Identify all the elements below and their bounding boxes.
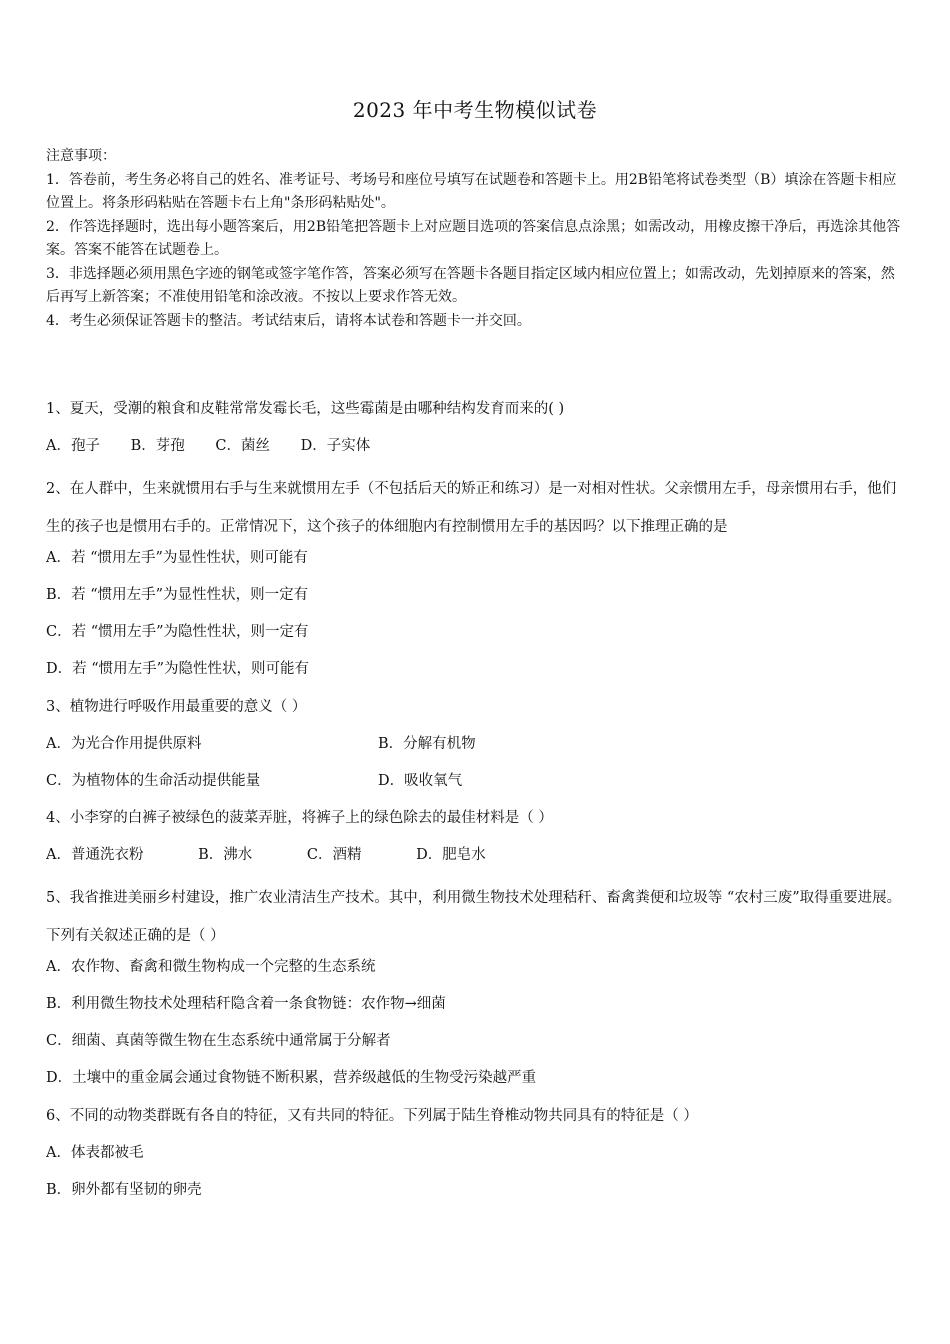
option: D．子实体 [300, 438, 371, 455]
notice-item: 2．作答选择题时，选出每小题答案后，用2B铅笔把答题卡上对应题目选项的答案信息点涂黑；如需改动，用橡皮擦干净后，再选涂其他答案。答案不能答在试题卷上。 [46, 218, 901, 258]
notice-section [46, 145, 906, 333]
notice-item: 4．考生必须保证答题卡的整洁。考试结束后，请将本试卷和答题卡一并交回。 [46, 312, 531, 329]
option: A．孢子 [46, 438, 100, 455]
option: D．若 “惯用左手”为隐性性状，则可能有 [46, 661, 310, 678]
question-stem: 5、我省推进美丽乡村建设，推广农业清洁生产技术。其中，利用微生物技术处理秸秆、畜禽粪便和垃圾等 “农村三废”取得重要进展。下列有关叙述正确的是（ ） [46, 890, 902, 944]
option: D．肥皂水 [416, 847, 486, 864]
page-title: 2023 年中考生物模似试卷 [352, 98, 598, 122]
option: B．利用微生物技术处理秸秆隐含着一条食物链：农作物→细菌 [46, 996, 446, 1013]
notice-heading: 注意事项： [46, 148, 116, 164]
option: B．芽孢 [130, 438, 185, 455]
option: C．若 “惯用左手”为隐性性状，则一定有 [46, 624, 309, 641]
notice-item: 3．非选择题必须用黑色字迹的钢笔或签字笔作答，答案必须写在答题卡各题目指定区域内相应位置上；如需改动，先划掉原来的答案，然后再写上新答案；不准使用铅笔和涂改液。不按以上要求作答无效。 [46, 265, 895, 305]
option: C．菌丝 [215, 438, 270, 455]
question-stem: 3、植物进行呼吸作用最重要的意义（ ） [46, 698, 307, 715]
notice-item: 1．答卷前，考生务必将自己的姓名、准考证号、考场号和座位号填写在试题卷和答题卡上。用2B铅笔将试卷类型（B）填涂在答题卡相应位置上。将条形码粘贴在答题卡右上角"条形码粘贴处"。 [46, 171, 897, 211]
option-row [46, 732, 906, 769]
option: B．分解有机物 [378, 735, 476, 752]
option: B．沸水 [198, 847, 253, 864]
option-row [46, 843, 906, 880]
question-stem: 4、小李穿的白裤子被绿色的菠菜弄脏，将裤子上的绿色除去的最佳材料是（ ） [46, 810, 553, 827]
question-stem: 1、夏天，受潮的粮食和皮鞋常常发霉长毛，这些霉菌是由哪种结构发育而来的( ) [46, 401, 565, 417]
option: A．若 “惯用左手”为显性性状，则可能有 [46, 549, 308, 566]
question-stem: 6、不同的动物类群既有各自的特征，又有共同的特征。下列属于陆生脊椎动物共同具有的特征是（ ） [46, 1107, 698, 1124]
option: D．土壤中的重金属会通过食物链不断积累，营养级越低的生物受污染越严重 [46, 1070, 537, 1087]
option: C．细菌、真菌等微生物在生态系统中通常属于分解者 [46, 1033, 391, 1050]
option: A．普通洗衣粉 [46, 847, 144, 864]
option: A．为光合作用提供原料 [46, 735, 202, 752]
option: A．农作物、畜禽和微生物构成一个完整的生态系统 [46, 958, 376, 975]
option: C．酒精 [306, 847, 362, 864]
option-row [46, 434, 906, 471]
question-list [46, 397, 906, 1215]
option: A．体表都被毛 [46, 1144, 144, 1161]
question-stem: 2、在人群中，生来就惯用右手与生来就惯用左手（不包括后天的矫正和练习）是一对相对性状。父亲惯用左手，母亲惯用右手，他们生的孩子也是惯用右手的。正常情况下，这个孩子的体细胞内有控制惯用左手的基因吗？以下推理正确的是 [46, 481, 897, 535]
option: B．卵外都有坚韧的卵壳 [46, 1182, 202, 1198]
option: B．若 “惯用左手”为显性性状，则一定有 [46, 586, 309, 603]
option: D．吸收氧气 [378, 772, 463, 789]
option-row [46, 769, 906, 806]
option: C．为植物体的生命活动提供能量 [46, 772, 261, 789]
